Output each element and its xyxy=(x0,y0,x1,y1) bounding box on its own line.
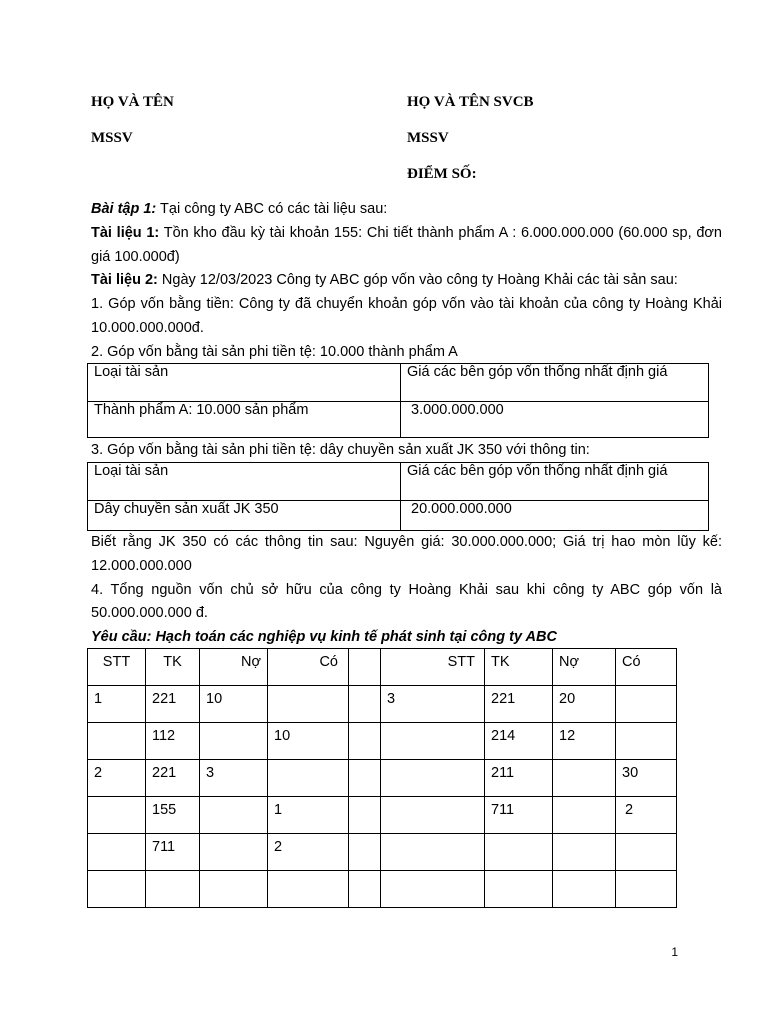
asset-table-2-cell-type: Dây chuyền sản xuất JK 350 xyxy=(88,501,401,531)
journal-cell: 10 xyxy=(200,686,268,723)
journal-cell xyxy=(553,834,616,871)
journal-header-debit-2: Nợ xyxy=(553,649,616,686)
journal-header-row xyxy=(88,649,677,686)
journal-cell xyxy=(485,871,553,908)
journal-cell xyxy=(200,797,268,834)
journal-cell xyxy=(349,760,381,797)
doc1-label: Tài liệu 1: xyxy=(91,225,160,241)
doc1-line2: giá 100.000đ) xyxy=(91,249,180,265)
asset-table-1-header-price: Giá các bên góp vốn thống nhất định giá xyxy=(401,364,709,402)
journal-cell: 1 xyxy=(268,797,349,834)
journal-cell xyxy=(616,834,677,871)
journal-header-stt-2: STT xyxy=(381,649,485,686)
journal-cell xyxy=(88,871,146,908)
journal-row xyxy=(88,723,677,760)
journal-cell: 3 xyxy=(200,760,268,797)
journal-header-credit-2: Có xyxy=(616,649,677,686)
journal-header-credit-1: Có xyxy=(268,649,349,686)
journal-cell: 221 xyxy=(485,686,553,723)
journal-cell: 20 xyxy=(553,686,616,723)
journal-cell: 221 xyxy=(146,760,200,797)
asset-table-2 xyxy=(87,462,709,531)
doc1-text: Tồn kho đầu kỳ tài khoản 155: Chi tiết thành phẩm A : 6.000.000.000 (60.000 sp, đơn xyxy=(159,225,722,241)
journal-cell xyxy=(349,723,381,760)
journal-row xyxy=(88,760,677,797)
header-name-label: HỌ VÀ TÊN xyxy=(91,94,174,110)
journal-cell xyxy=(349,686,381,723)
exercise-title-label: Bài tập 1: xyxy=(91,201,157,217)
journal-row xyxy=(88,871,677,908)
journal-cell xyxy=(381,871,485,908)
asset-table-1 xyxy=(87,363,709,438)
journal-cell xyxy=(88,723,146,760)
doc2-label: Tài liệu 2: xyxy=(91,272,158,288)
journal-table xyxy=(87,648,677,908)
asset-table-1-cell-type: Thành phẩm A: 10.000 sản phẩm xyxy=(88,402,401,438)
item4-line1: 4. Tổng nguồn vốn chủ sở hữu của công ty Hoàng Khải sau khi công ty ABC góp vốn là xyxy=(91,582,722,598)
journal-cell: 12 xyxy=(553,723,616,760)
journal-cell xyxy=(616,723,677,760)
exercise-title-text: Tại công ty ABC có các tài liệu sau: xyxy=(156,201,388,217)
journal-cell xyxy=(616,871,677,908)
journal-cell xyxy=(349,797,381,834)
note-line2: 12.000.000.000 xyxy=(91,558,192,574)
journal-header-tk-1: TK xyxy=(146,649,200,686)
journal-cell: 711 xyxy=(485,797,553,834)
item1-line1: 1. Góp vốn bằng tiền: Công ty đã chuyển khoản góp vốn vào tài khoản của công ty Hoàng Khải xyxy=(91,296,722,312)
journal-cell xyxy=(268,686,349,723)
asset-table-2-header-type: Loại tài sản xyxy=(88,463,401,501)
journal-cell: 211 xyxy=(485,760,553,797)
journal-header-tk-2: TK xyxy=(485,649,553,686)
journal-row xyxy=(88,797,677,834)
journal-row xyxy=(88,686,677,723)
journal-cell xyxy=(349,871,381,908)
journal-cell xyxy=(553,797,616,834)
journal-cell: 2 xyxy=(88,760,146,797)
journal-cell: 711 xyxy=(146,834,200,871)
journal-cell: 3 xyxy=(381,686,485,723)
journal-cell xyxy=(381,760,485,797)
header-supervisor-id-label: MSSV xyxy=(407,130,449,146)
journal-row xyxy=(88,834,677,871)
journal-cell xyxy=(381,723,485,760)
doc1-line1 xyxy=(91,221,722,245)
journal-cell: 112 xyxy=(146,723,200,760)
journal-cell: 30 xyxy=(616,760,677,797)
journal-header-spacer xyxy=(349,649,381,686)
journal-cell xyxy=(553,760,616,797)
journal-cell xyxy=(200,723,268,760)
journal-cell xyxy=(268,871,349,908)
item1-line2: 10.000.000.000đ. xyxy=(91,320,204,336)
header-id-label: MSSV xyxy=(91,130,133,146)
journal-cell xyxy=(553,871,616,908)
note-line1: Biết rằng JK 350 có các thông tin sau: Nguyên giá: 30.000.000.000; Giá trị hao mòn lũy kế: xyxy=(91,534,722,550)
asset-table-1-header-type: Loại tài sản xyxy=(88,364,401,402)
journal-cell xyxy=(381,797,485,834)
asset-table-2-header-price: Giá các bên góp vốn thống nhất định giá xyxy=(401,463,709,501)
doc2-text: Ngày 12/03/2023 Công ty ABC góp vốn vào công ty Hoàng Khải các tài sản sau: xyxy=(157,272,678,288)
journal-cell xyxy=(381,834,485,871)
exercise-title xyxy=(91,197,722,221)
journal-header-debit-1: Nợ xyxy=(200,649,268,686)
journal-cell xyxy=(485,834,553,871)
doc2-line xyxy=(91,268,722,292)
journal-cell: 2 xyxy=(616,797,677,834)
journal-cell: 214 xyxy=(485,723,553,760)
item2-line: 2. Góp vốn bằng tài sản phi tiền tệ: 10.000 thành phẩm A xyxy=(91,344,458,360)
journal-cell: 155 xyxy=(146,797,200,834)
item3-line: 3. Góp vốn bằng tài sản phi tiền tệ: dây chuyền sản xuất JK 350 với thông tin: xyxy=(91,442,590,458)
journal-cell xyxy=(146,871,200,908)
journal-cell xyxy=(88,797,146,834)
header-supervisor-label: HỌ VÀ TÊN SVCB xyxy=(407,94,534,110)
item4-line2: 50.000.000.000 đ. xyxy=(91,605,208,621)
journal-cell: 2 xyxy=(268,834,349,871)
journal-cell xyxy=(88,834,146,871)
asset-table-1-cell-price: 3.000.000.000 xyxy=(401,402,709,438)
journal-cell xyxy=(616,686,677,723)
header-score-label: ĐIỂM SỐ: xyxy=(407,166,477,182)
journal-cell xyxy=(200,871,268,908)
journal-header-stt-1: STT xyxy=(88,649,146,686)
journal-cell: 10 xyxy=(268,723,349,760)
journal-cell xyxy=(200,834,268,871)
journal-cell: 1 xyxy=(88,686,146,723)
journal-cell xyxy=(349,834,381,871)
journal-cell: 221 xyxy=(146,686,200,723)
asset-table-2-cell-price: 20.000.000.000 xyxy=(401,501,709,531)
page-number: 1 xyxy=(671,945,678,959)
journal-cell xyxy=(268,760,349,797)
requirement-line: Yêu cầu: Hạch toán các nghiệp vụ kinh tế phát sinh tại công ty ABC xyxy=(91,629,557,645)
